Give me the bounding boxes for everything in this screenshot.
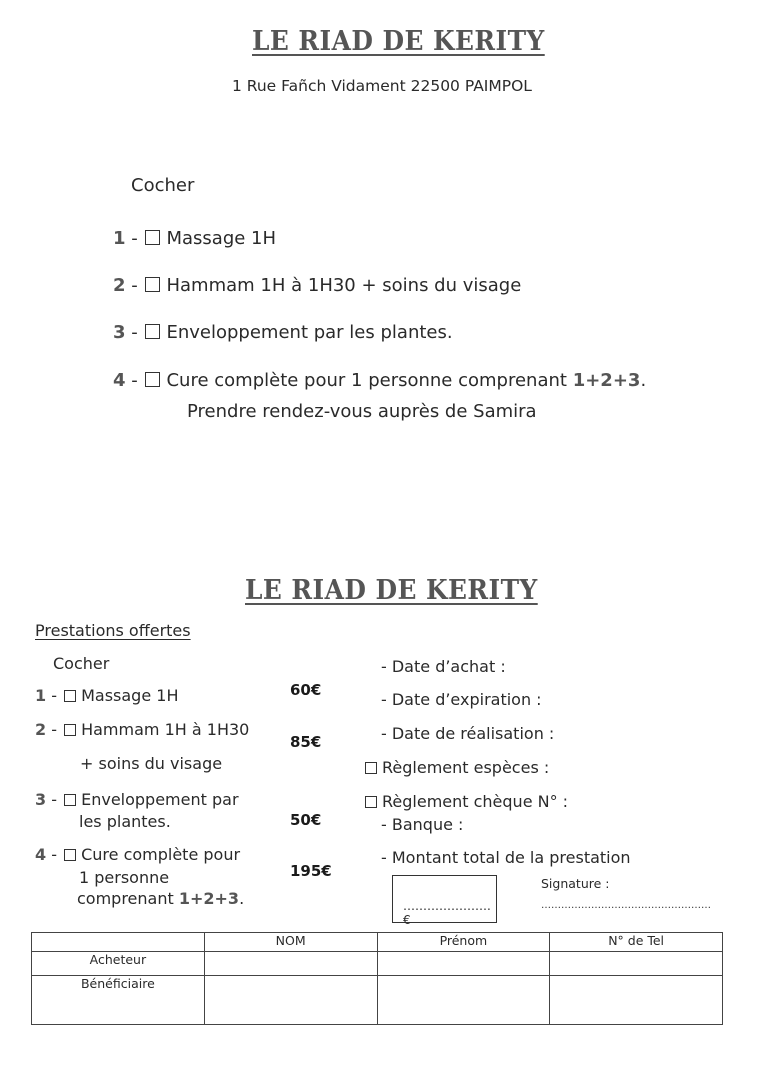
item-label: Hammam 1H à 1H30	[81, 720, 250, 739]
hammam-checkbox[interactable]	[145, 277, 160, 292]
beneficiary-tel-cell[interactable]	[550, 976, 723, 1025]
top-card-check-label: Cocher	[131, 175, 195, 196]
voucher-item-4	[35, 845, 240, 864]
item-label: comprenant	[77, 889, 179, 908]
voucher-item-3-line2: les plantes.	[79, 812, 171, 831]
voucher-item-1	[35, 686, 178, 705]
top-card-item-4	[113, 370, 646, 391]
voucher-price-4: 195€	[290, 862, 332, 880]
amount-box[interactable]	[392, 875, 497, 927]
item-number: 4	[35, 845, 47, 864]
item-separator: -	[46, 720, 63, 739]
voucher-price-1: 60€	[290, 681, 322, 699]
item-bold-suffix: 1+2+3	[178, 889, 240, 908]
top-card-item-1	[113, 228, 276, 249]
bank-field[interactable]: - Banque :	[381, 815, 464, 834]
item-separator: -	[46, 686, 63, 705]
signature-label: Signature :	[541, 876, 610, 891]
item-separator: -	[125, 370, 144, 391]
voucher-item-3	[35, 790, 239, 809]
table-header-empty	[32, 933, 205, 952]
completion-date-field[interactable]: - Date de réalisation :	[381, 724, 555, 743]
top-card-note: Prendre rendez-vous auprès de Samira	[187, 401, 537, 422]
buyer-beneficiary-table	[31, 932, 723, 1025]
item-separator: -	[125, 322, 144, 343]
wrap-checkbox[interactable]	[145, 324, 160, 339]
item-label: Massage 1H	[166, 228, 277, 249]
top-card-item-3	[113, 322, 453, 343]
voucher-title: LE RIAD DE KERITY	[245, 575, 538, 606]
beneficiary-nom-cell[interactable]	[204, 976, 377, 1025]
item-suffix: .	[239, 889, 245, 908]
voucher-check-label: Cocher	[53, 654, 110, 673]
top-card-address: 1 Rue Fañch Vidament 22500 PAIMPOL	[232, 77, 532, 95]
voucher-item-2-line2: + soins du visage	[80, 754, 223, 773]
item-number: 3	[35, 790, 47, 809]
total-amount-label: - Montant total de la prestation	[381, 848, 631, 867]
cash-payment-row	[363, 758, 549, 777]
table-header-nom: NOM	[204, 933, 377, 952]
item-number: 2	[113, 275, 126, 296]
voucher-item-4-line2: 1 personne	[79, 868, 170, 887]
item-label: Massage 1H	[81, 686, 179, 705]
table-row	[32, 976, 723, 1025]
item-number: 1	[113, 228, 126, 249]
beneficiary-prenom-cell[interactable]	[377, 976, 550, 1025]
item-number: 1	[35, 686, 47, 705]
item-separator: -	[125, 228, 144, 249]
item-number: 3	[113, 322, 126, 343]
row-label-beneficiary: Bénéficiaire	[32, 976, 205, 1025]
item-label: Cure complète pour	[81, 845, 241, 864]
voucher-price-2: 85€	[290, 733, 322, 751]
top-card-title: LE RIAD DE KERITY	[252, 26, 545, 57]
expiry-date-field[interactable]: - Date d’expiration :	[381, 690, 542, 709]
voucher-wrap-checkbox[interactable]	[64, 794, 76, 806]
buyer-nom-cell[interactable]	[204, 952, 377, 976]
item-number: 4	[113, 370, 126, 391]
buyer-prenom-cell[interactable]	[377, 952, 550, 976]
cheque-payment-row	[363, 792, 568, 811]
item-separator: -	[46, 845, 63, 864]
item-separator: -	[46, 790, 63, 809]
voucher-section-heading: Prestations offertes	[35, 621, 191, 640]
cash-payment-checkbox[interactable]	[365, 762, 377, 774]
table-header-row	[32, 933, 723, 952]
item-label: Enveloppement par les plantes.	[166, 322, 453, 343]
item-label: Cure complète pour 1 personne comprenant	[166, 370, 573, 391]
item-suffix: .	[640, 370, 647, 391]
massage-checkbox[interactable]	[145, 230, 160, 245]
table-row	[32, 952, 723, 976]
voucher-item-2	[35, 720, 249, 739]
top-card-item-2	[113, 275, 521, 296]
cheque-payment-label: Règlement chèque N° :	[382, 792, 569, 811]
item-number: 2	[35, 720, 47, 739]
voucher-price-3: 50€	[290, 811, 322, 829]
item-label: Hammam 1H à 1H30 + soins du visage	[166, 275, 522, 296]
cheque-payment-checkbox[interactable]	[365, 796, 377, 808]
item-label: Enveloppement par	[81, 790, 239, 809]
row-label-buyer: Acheteur	[32, 952, 205, 976]
cash-payment-label: Règlement espèces :	[382, 758, 550, 777]
amount-placeholder: ………………….€	[403, 899, 491, 927]
table-header-prenom: Prénom	[377, 933, 550, 952]
buyer-tel-cell[interactable]	[550, 952, 723, 976]
full-cure-checkbox[interactable]	[145, 372, 160, 387]
table-header-tel: N° de Tel	[550, 933, 723, 952]
voucher-item-4-line3	[77, 889, 244, 908]
voucher-full-cure-checkbox[interactable]	[64, 849, 76, 861]
purchase-date-field[interactable]: - Date d’achat :	[381, 657, 506, 676]
signature-line[interactable]: ……………………………………………	[541, 900, 711, 911]
voucher-massage-checkbox[interactable]	[64, 690, 76, 702]
item-separator: -	[125, 275, 144, 296]
voucher-hammam-checkbox[interactable]	[64, 724, 76, 736]
item-bold-suffix: 1+2+3	[572, 370, 641, 391]
